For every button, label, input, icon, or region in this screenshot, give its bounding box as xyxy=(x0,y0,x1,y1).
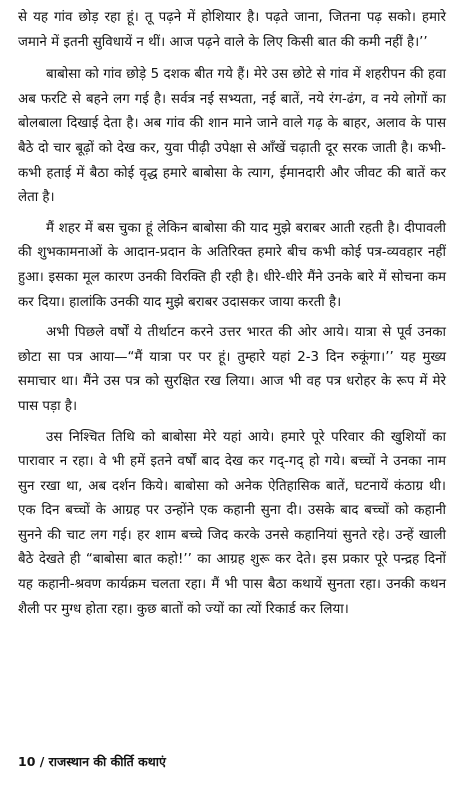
paragraph-5: उस निश्चित तिथि को बाबोसा मेरे यहां आये। हमारे पूरे परिवार की खुशियों का पारावार न रहा। वे भी हमें इतने वर्षों बाद देख कर गद्-गद् हो गये। बच्चों ने उनका नाम सुन रखा था, अब दर्शन किये। बाबोसा को अनेक ऐतिहासिक बातें, घटनायें कंठाग्र थी। एक दिन बच्चों के आग्रह पर उन्होंने एक कहानी सुना दी। उसके बाद बच्चों को कहानी सुनने की चाट लग गई। हर शाम बच्चे जिद करके उनसे कहानियां सुनते रहे। उन्हें खाली बैठे देखते ही “बाबोसा बात कहो!’’ का आग्रह शुरू कर देते। इस प्रकार पूरे पन्द्रह दिनों यह कहानी-श्रवण कार्यक्रम चलता रहा। मैं भी पास बैठा कथायें सुनता रहा। उनकी कथन शैली पर मुग्ध होता रहा। कुछ बातों को ज्यों का त्यों रिकार्ड कर लिया। xyxy=(18,429,446,617)
page-footer: 10 / राजस्थान की कीर्ति कथाएं xyxy=(18,754,166,770)
paragraph-2: बाबोसा को गांव छोड़े 5 दशक बीत गये हैं। मेरे उस छोटे से गांव में शहरीपन की हवा अब फरटि से बहने लग गई है। सर्वत्र नई सभ्यता, नई बातें, नये रंग-ढंग, व नये लोगों का बोलबाला दिखाई देता है। अब गांव की शान माने जाने वाले गढ़ के बाहर, अलाव के पास बैठे दो चार बूढ़ों को देख कर, युवा पीढ़ी उपेक्षा से आँखें चढ़ाती दूर सरक जाती है। कभी-कभी हताई में बैठा कोई वृद्ध हमारे बाबोसा के त्याग, ईमानदारी और जीवट की बातें कर लेता है। xyxy=(18,67,446,206)
paragraph-3: मैं शहर में बस चुका हूं लेकिन बाबोसा की याद मुझे बराबर आती रहती है। दीपावली की शुभकामनाओं के आदान-प्रदान के अतिरिक्त हमारे बीच कभी कोई पत्र-व्यवहार नहीं हुआ। इसका मूल कारण उनकी विरक्ति ही रही है। धीरे-धीरे मैंने उनके बारे में सोचना कम कर दिया। हालांकि उनकी याद मुझे बराबर उदासकर जाया करती है। xyxy=(18,220,446,310)
paragraph-1: से यह गांव छोड़ रहा हूं। तू पढ़ने में होशियार है। पढ़ते जाना, जितना पढ़ सको। हमारे जमाने में इतनी सुविधायें न थीं। आज पढ़ने वाले के लिए किसी बात की कमी नहीं है।’’ xyxy=(18,10,446,50)
paragraph-4: अभी पिछले वर्षों ये तीर्थाटन करने उत्तर भारत की ओर आये। यात्रा से पूर्व उनका छोटा सा पत्र आया—“मैं यात्रा पर पर हूं। तुम्हारे यहां 2-3 दिन रुकूंगा।’’ यह मुख्य समाचार था। मैंने उस पत्र को सुरक्षित रख लिया। आज भी वह पत्र धरोहर के रूप में मेरे पास पड़ा है। xyxy=(18,325,446,414)
